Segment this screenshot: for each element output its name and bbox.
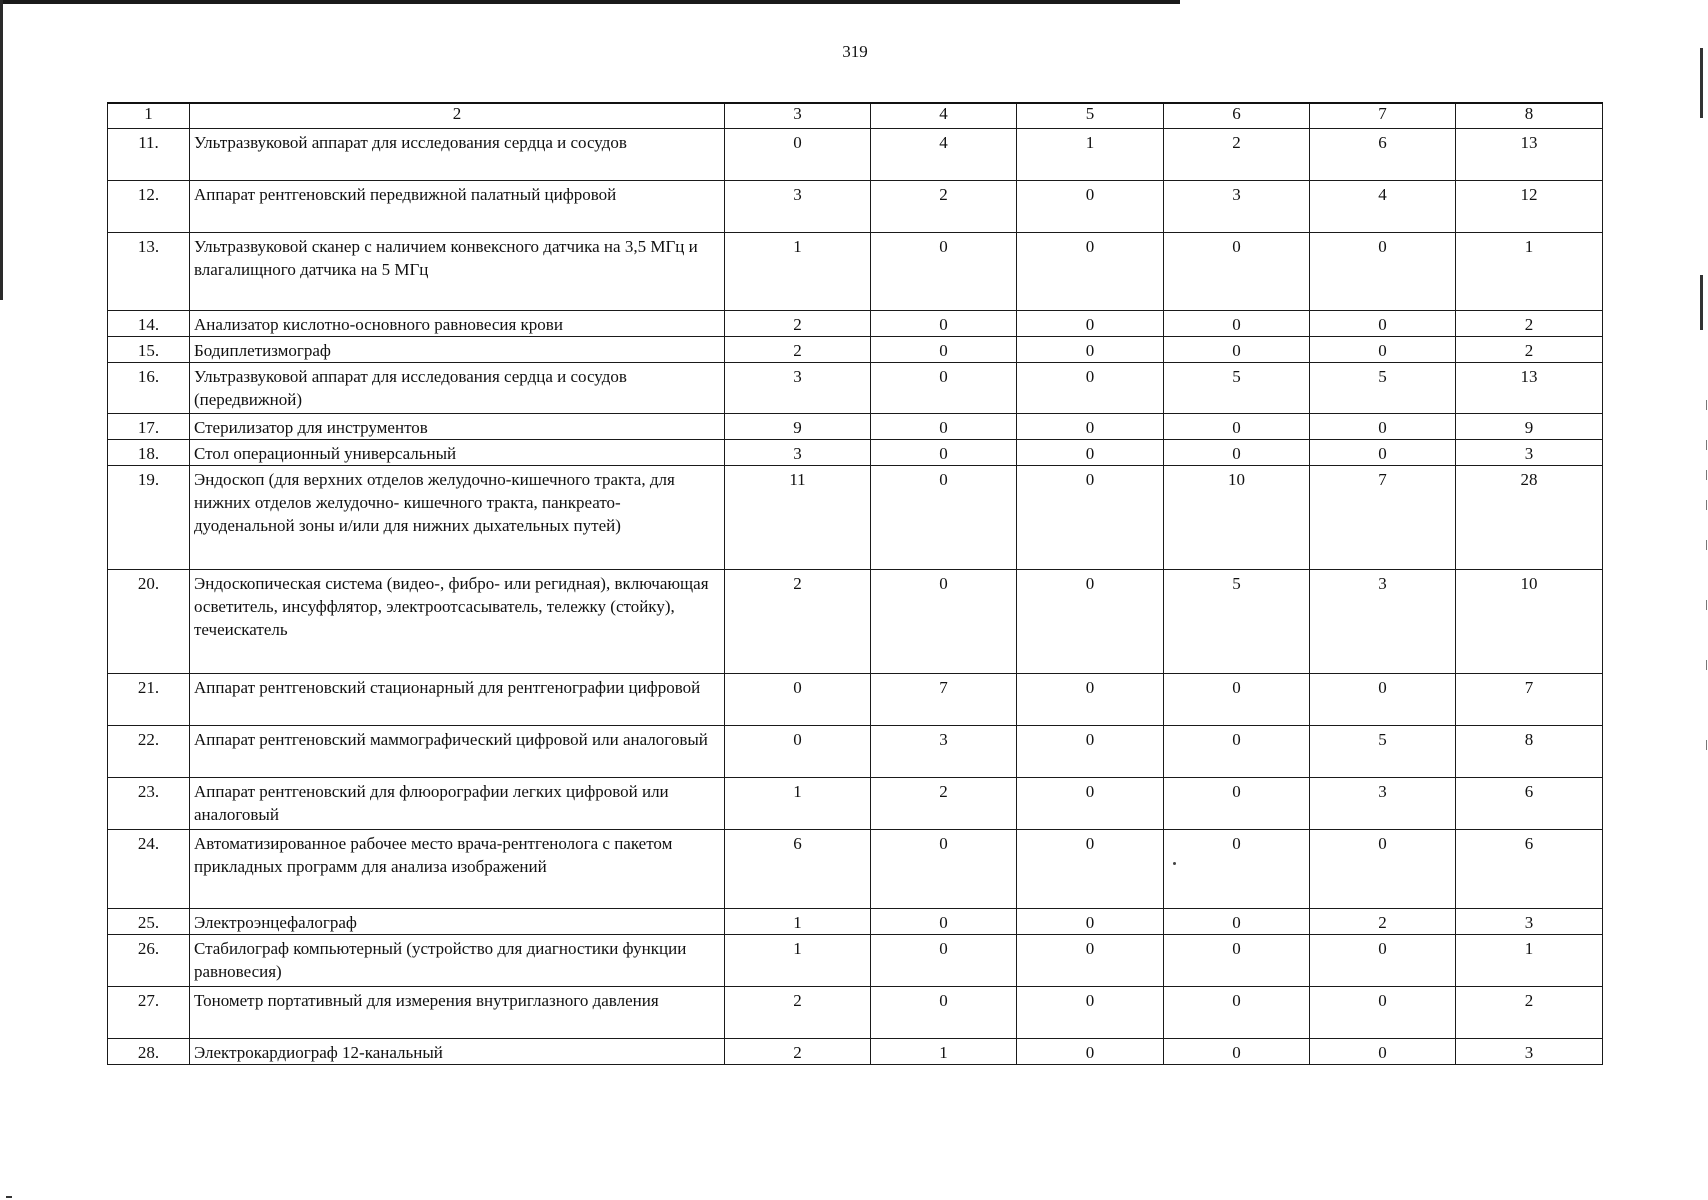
value-cell: 0 <box>1164 1038 1310 1064</box>
value-cell: 0 <box>1017 777 1164 829</box>
value-cell: 11 <box>725 465 871 569</box>
value-cell: 0 <box>871 934 1017 986</box>
header-cell: 6 <box>1164 103 1310 128</box>
equipment-table <box>107 102 1603 1065</box>
value-cell: 0 <box>1164 439 1310 465</box>
value-cell: 0 <box>1164 725 1310 777</box>
scan-dash-right <box>1706 440 1707 450</box>
table-row <box>108 128 1603 180</box>
value-cell: 3 <box>1456 908 1603 934</box>
value-cell: 2 <box>1456 336 1603 362</box>
value-cell: 0 <box>871 829 1017 908</box>
value-cell: 4 <box>871 128 1017 180</box>
value-cell: 0 <box>1017 232 1164 310</box>
value-cell: 3 <box>725 362 871 413</box>
scan-dash-right <box>1706 540 1707 550</box>
scan-dash-right <box>1706 600 1707 610</box>
value-cell: 7 <box>871 673 1017 725</box>
value-cell: 0 <box>871 569 1017 673</box>
value-cell: 0 <box>1017 934 1164 986</box>
equipment-name: Эндоскоп (для верхних отделов желудочно-кишечного тракта, для нижних отделов желудочно- кишечного тракта, панкреато-дуоденальной зоны и/или для нижних дыхательных путей) <box>190 465 725 569</box>
table-row <box>108 413 1603 439</box>
equipment-name: Автоматизированное рабочее место врача-рентгенолога с пакетом прикладных программ для анализа изображений <box>190 829 725 908</box>
header-cell: 5 <box>1017 103 1164 128</box>
row-number: 16. <box>108 362 190 413</box>
scan-dash-right <box>1706 400 1707 410</box>
table-row <box>108 777 1603 829</box>
equipment-name: Анализатор кислотно-основного равновесия крови <box>190 310 725 336</box>
value-cell: 5 <box>1310 725 1456 777</box>
value-cell: 0 <box>871 310 1017 336</box>
value-cell: 0 <box>1164 986 1310 1038</box>
value-cell: 0 <box>1017 180 1164 232</box>
value-cell: 7 <box>1456 673 1603 725</box>
value-cell: 10 <box>1164 465 1310 569</box>
page-number: 319 <box>842 42 868 61</box>
value-cell: 1 <box>725 777 871 829</box>
scan-speck <box>1173 862 1176 865</box>
value-cell: 0 <box>871 439 1017 465</box>
equipment-name: Ультразвуковой сканер с наличием конвексного датчика на 3,5 МГц и влагалищного датчика на 5 МГц <box>190 232 725 310</box>
value-cell: 0 <box>1017 310 1164 336</box>
equipment-name: Стабилограф компьютерный (устройство для диагностики функции равновесия) <box>190 934 725 986</box>
value-cell: 2 <box>725 310 871 336</box>
scan-dash-right <box>1706 740 1707 750</box>
value-cell: 2 <box>871 777 1017 829</box>
row-number: 28. <box>108 1038 190 1064</box>
scan-edge-top <box>0 0 1180 4</box>
table-row <box>108 908 1603 934</box>
value-cell: 3 <box>1310 777 1456 829</box>
value-cell: 0 <box>1310 336 1456 362</box>
header-cell: 3 <box>725 103 871 128</box>
scan-dash-right <box>1706 470 1707 480</box>
value-cell: 4 <box>1310 180 1456 232</box>
table-row <box>108 336 1603 362</box>
row-number: 25. <box>108 908 190 934</box>
scan-speck <box>6 1196 12 1198</box>
value-cell: 6 <box>725 829 871 908</box>
row-number: 24. <box>108 829 190 908</box>
value-cell: 6 <box>1456 829 1603 908</box>
table-row <box>108 725 1603 777</box>
table-row <box>108 310 1603 336</box>
value-cell: 2 <box>1164 128 1310 180</box>
value-cell: 0 <box>1164 934 1310 986</box>
scan-dash-right <box>1706 660 1707 670</box>
value-cell: 2 <box>725 569 871 673</box>
value-cell: 0 <box>1310 986 1456 1038</box>
value-cell: 0 <box>1310 1038 1456 1064</box>
value-cell: 0 <box>1017 829 1164 908</box>
scan-dash-right <box>1706 500 1707 510</box>
header-cell: 4 <box>871 103 1017 128</box>
value-cell: 1 <box>725 934 871 986</box>
value-cell: 0 <box>871 232 1017 310</box>
value-cell: 13 <box>1456 128 1603 180</box>
value-cell: 3 <box>1310 569 1456 673</box>
scan-mark-right <box>1700 275 1703 330</box>
value-cell: 0 <box>725 673 871 725</box>
row-number: 22. <box>108 725 190 777</box>
value-cell: 0 <box>1017 336 1164 362</box>
value-cell: 0 <box>1164 777 1310 829</box>
header-cell: 2 <box>190 103 725 128</box>
value-cell: 0 <box>1310 232 1456 310</box>
value-cell: 0 <box>1310 829 1456 908</box>
equipment-name: Бодиплетизмограф <box>190 336 725 362</box>
value-cell: 2 <box>1456 986 1603 1038</box>
equipment-name: Эндоскопическая система (видео-, фибро- или регидная), включающая осветитель, инсуффлятор, электроотсасыватель, тележку (стойку), течеискатель <box>190 569 725 673</box>
value-cell: 0 <box>1164 413 1310 439</box>
value-cell: 0 <box>1017 673 1164 725</box>
value-cell: 8 <box>1456 725 1603 777</box>
value-cell: 0 <box>871 336 1017 362</box>
value-cell: 0 <box>725 128 871 180</box>
equipment-name: Тонометр портативный для измерения внутриглазного давления <box>190 986 725 1038</box>
value-cell: 0 <box>871 986 1017 1038</box>
value-cell: 12 <box>1456 180 1603 232</box>
value-cell: 2 <box>1456 310 1603 336</box>
value-cell: 5 <box>1310 362 1456 413</box>
value-cell: 3 <box>1456 439 1603 465</box>
header-cell: 8 <box>1456 103 1603 128</box>
table-row <box>108 986 1603 1038</box>
value-cell: 1 <box>725 908 871 934</box>
table-header-row <box>108 103 1603 128</box>
value-cell: 3 <box>1456 1038 1603 1064</box>
value-cell: 0 <box>1310 673 1456 725</box>
table-row <box>108 569 1603 673</box>
value-cell: 0 <box>1017 439 1164 465</box>
value-cell: 0 <box>1164 336 1310 362</box>
value-cell: 0 <box>1017 986 1164 1038</box>
table-row <box>108 934 1603 986</box>
value-cell: 2 <box>871 180 1017 232</box>
value-cell: 0 <box>871 362 1017 413</box>
table-row <box>108 673 1603 725</box>
scan-edge-left <box>0 0 3 300</box>
value-cell: 1 <box>1456 934 1603 986</box>
value-cell: 0 <box>1164 908 1310 934</box>
value-cell: 0 <box>1164 310 1310 336</box>
scan-mark-right <box>1700 48 1703 118</box>
row-number: 18. <box>108 439 190 465</box>
value-cell: 0 <box>1164 829 1310 908</box>
value-cell: 5 <box>1164 569 1310 673</box>
row-number: 11. <box>108 128 190 180</box>
equipment-name: Стерилизатор для инструментов <box>190 413 725 439</box>
value-cell: 0 <box>725 725 871 777</box>
row-number: 26. <box>108 934 190 986</box>
row-number: 21. <box>108 673 190 725</box>
value-cell: 3 <box>725 439 871 465</box>
row-number: 17. <box>108 413 190 439</box>
value-cell: 0 <box>1310 310 1456 336</box>
row-number: 27. <box>108 986 190 1038</box>
value-cell: 1 <box>725 232 871 310</box>
value-cell: 2 <box>725 986 871 1038</box>
value-cell: 9 <box>1456 413 1603 439</box>
equipment-name: Электрокардиограф 12-канальный <box>190 1038 725 1064</box>
equipment-name: Стол операционный универсальный <box>190 439 725 465</box>
table-row <box>108 180 1603 232</box>
header-cell: 7 <box>1310 103 1456 128</box>
value-cell: 0 <box>1017 362 1164 413</box>
value-cell: 3 <box>1164 180 1310 232</box>
value-cell: 3 <box>725 180 871 232</box>
table-row <box>108 232 1603 310</box>
table-row <box>108 465 1603 569</box>
value-cell: 13 <box>1456 362 1603 413</box>
value-cell: 0 <box>1017 725 1164 777</box>
value-cell: 0 <box>871 908 1017 934</box>
value-cell: 1 <box>1017 128 1164 180</box>
value-cell: 0 <box>871 413 1017 439</box>
row-number: 20. <box>108 569 190 673</box>
value-cell: 0 <box>1164 232 1310 310</box>
equipment-name: Ультразвуковой аппарат для исследования сердца и сосудов (передвижной) <box>190 362 725 413</box>
equipment-name: Аппарат рентгеновский передвижной палатный цифровой <box>190 180 725 232</box>
value-cell: 28 <box>1456 465 1603 569</box>
value-cell: 2 <box>725 1038 871 1064</box>
row-number: 14. <box>108 310 190 336</box>
value-cell: 3 <box>871 725 1017 777</box>
value-cell: 9 <box>725 413 871 439</box>
equipment-name: Ультразвуковой аппарат для исследования сердца и сосудов <box>190 128 725 180</box>
value-cell: 0 <box>1017 465 1164 569</box>
equipment-name: Аппарат рентгеновский для флюорографии легких цифровой или аналоговый <box>190 777 725 829</box>
value-cell: 0 <box>1164 673 1310 725</box>
table-row <box>108 829 1603 908</box>
value-cell: 2 <box>725 336 871 362</box>
table-row <box>108 1038 1603 1064</box>
value-cell: 0 <box>871 465 1017 569</box>
value-cell: 0 <box>1310 934 1456 986</box>
value-cell: 1 <box>1456 232 1603 310</box>
equipment-name: Аппарат рентгеновский маммографический цифровой или аналоговый <box>190 725 725 777</box>
row-number: 12. <box>108 180 190 232</box>
value-cell: 10 <box>1456 569 1603 673</box>
equipment-name: Аппарат рентгеновский стационарный для рентгенографии цифровой <box>190 673 725 725</box>
value-cell: 0 <box>1310 439 1456 465</box>
row-number: 23. <box>108 777 190 829</box>
value-cell: 6 <box>1456 777 1603 829</box>
row-number: 13. <box>108 232 190 310</box>
table-row <box>108 439 1603 465</box>
value-cell: 0 <box>1017 1038 1164 1064</box>
value-cell: 5 <box>1164 362 1310 413</box>
row-number: 15. <box>108 336 190 362</box>
value-cell: 7 <box>1310 465 1456 569</box>
equipment-name: Электроэнцефалограф <box>190 908 725 934</box>
value-cell: 0 <box>1017 569 1164 673</box>
row-number: 19. <box>108 465 190 569</box>
value-cell: 6 <box>1310 128 1456 180</box>
value-cell: 1 <box>871 1038 1017 1064</box>
header-cell: 1 <box>108 103 190 128</box>
value-cell: 2 <box>1310 908 1456 934</box>
table-row <box>108 362 1603 413</box>
value-cell: 0 <box>1017 908 1164 934</box>
value-cell: 0 <box>1017 413 1164 439</box>
value-cell: 0 <box>1310 413 1456 439</box>
